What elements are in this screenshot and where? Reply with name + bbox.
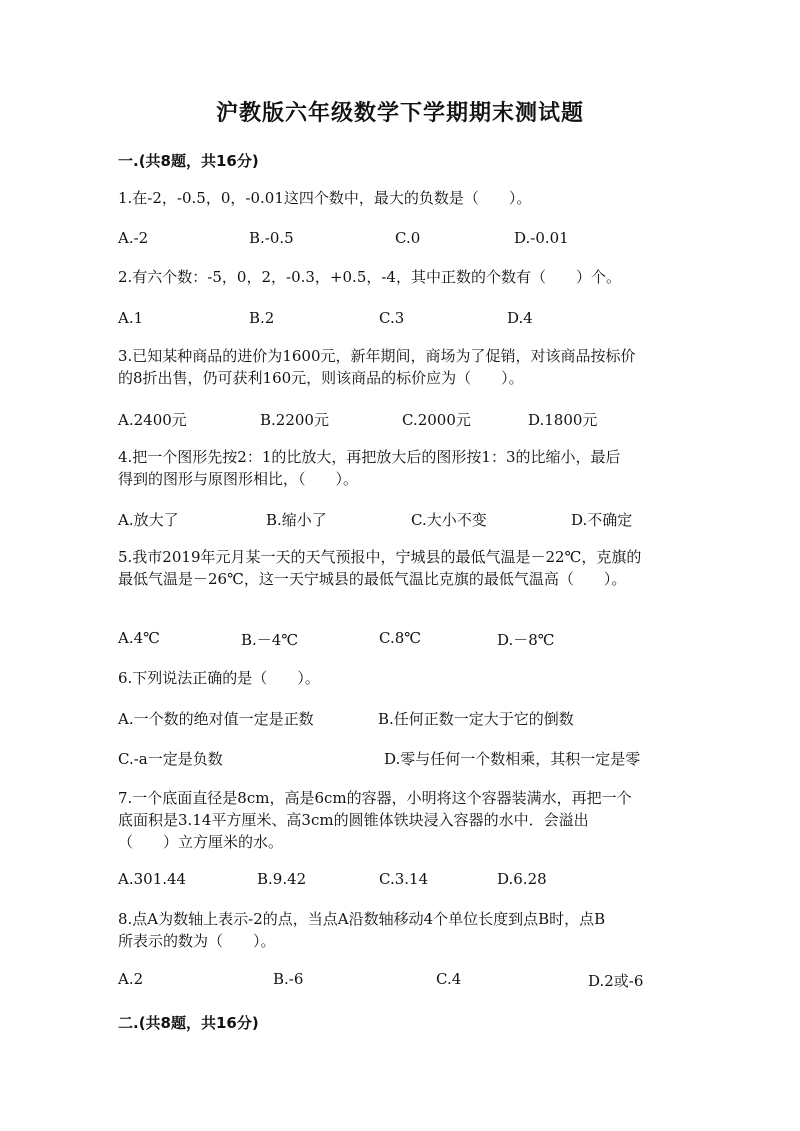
option-a: A.1 — [118, 309, 144, 327]
question-5 — [118, 546, 678, 590]
option-b: B.缩小了 — [266, 511, 327, 529]
question-7 — [118, 787, 678, 853]
option-a: A.4℃ — [118, 629, 160, 647]
question-text: 的8折出售，仍可获利160元，则该商品的标价应为（ ）。 — [118, 369, 524, 387]
section-heading-2: 二.(共8题，共16分) — [118, 1014, 259, 1032]
question-text: 6.下列说法正确的是（ ）。 — [118, 669, 320, 687]
question-1 — [118, 187, 678, 209]
option-c: C.3 — [379, 309, 405, 327]
question-8 — [118, 908, 678, 952]
option-a: A.放大了 — [118, 511, 179, 529]
question-text: 所表示的数为（ ）。 — [118, 932, 276, 950]
option-d: D.-0.01 — [514, 229, 569, 247]
option-c: C.0 — [395, 229, 421, 247]
option-b: B.9.42 — [257, 870, 307, 888]
option-b: B.-6 — [273, 970, 304, 988]
option-b: B.－4℃ — [241, 631, 299, 649]
option-a: A.2 — [118, 970, 144, 988]
page-title: 沪教版六年级数学下学期期末测试题 — [215, 101, 584, 126]
option-c: C.4 — [436, 970, 462, 988]
section-heading-1: 一.(共8题，共16分) — [118, 152, 259, 170]
question-text: 1.在-2，-0.5，0，-0.01这四个数中，最大的负数是（ ）。 — [118, 189, 532, 207]
option-b: B.-0.5 — [249, 229, 294, 247]
question-text: 4.把一个图形先按2：1的比放大，再把放大后的图形按1：3的比缩小，最后 — [118, 448, 621, 466]
option-c: C.8℃ — [379, 629, 422, 647]
option-a: A.2400元 — [118, 411, 187, 429]
option-c: C.大小不变 — [411, 511, 487, 529]
option-a: A.一个数的绝对值一定是正数 — [118, 710, 314, 728]
option-d: D.6.28 — [497, 870, 547, 888]
question-6 — [118, 667, 678, 689]
question-2 — [118, 266, 678, 288]
option-d: D.－8℃ — [497, 631, 555, 649]
question-text: 7.一个底面直径是8cm，高是6cm的容器，小明将这个容器装满水，再把一个 — [118, 789, 632, 807]
question-text: 最低气温是－26℃，这一天宁城县的最低气温比克旗的最低气温高（ ）。 — [118, 570, 627, 588]
option-a: A.-2 — [118, 229, 149, 247]
question-3 — [118, 345, 678, 389]
question-text: 2.有六个数：-5，0，2，-0.3，+0.5，-4，其中正数的个数有（ ）个。 — [118, 268, 621, 286]
option-d: D.2或-6 — [588, 972, 644, 990]
option-c: C.-a一定是负数 — [118, 750, 223, 768]
question-4 — [118, 446, 678, 490]
question-text: 得到的图形与原图形相比，（ ）。 — [118, 470, 359, 488]
option-d: D.零与任何一个数相乘，其积一定是零 — [384, 750, 641, 768]
question-text: 3.已知某种商品的进价为1600元，新年期间，商场为了促销，对该商品按标价 — [118, 347, 636, 365]
option-d: D.1800元 — [528, 411, 598, 429]
option-c: C.3.14 — [379, 870, 429, 888]
option-c: C.2000元 — [402, 411, 471, 429]
question-text: 底面积是3.14平方厘米、高3cm的圆锥体铁块浸入容器的水中．会溢出 — [118, 811, 589, 829]
option-b: B.任何正数一定大于它的倒数 — [378, 710, 574, 728]
option-b: B.2 — [249, 309, 275, 327]
option-b: B.2200元 — [260, 411, 329, 429]
option-a: A.301.44 — [118, 870, 187, 888]
question-text: （ ）立方厘米的水。 — [118, 833, 284, 851]
option-d: D.不确定 — [571, 511, 633, 529]
option-d: D.4 — [507, 309, 533, 327]
question-text: 8.点A为数轴上表示-2的点，当点A沿数轴移动4个单位长度到点B时，点B — [118, 910, 606, 928]
question-text: 5.我市2019年元月某一天的天气预报中，宁城县的最低气温是－22℃，克旗的 — [118, 548, 642, 566]
